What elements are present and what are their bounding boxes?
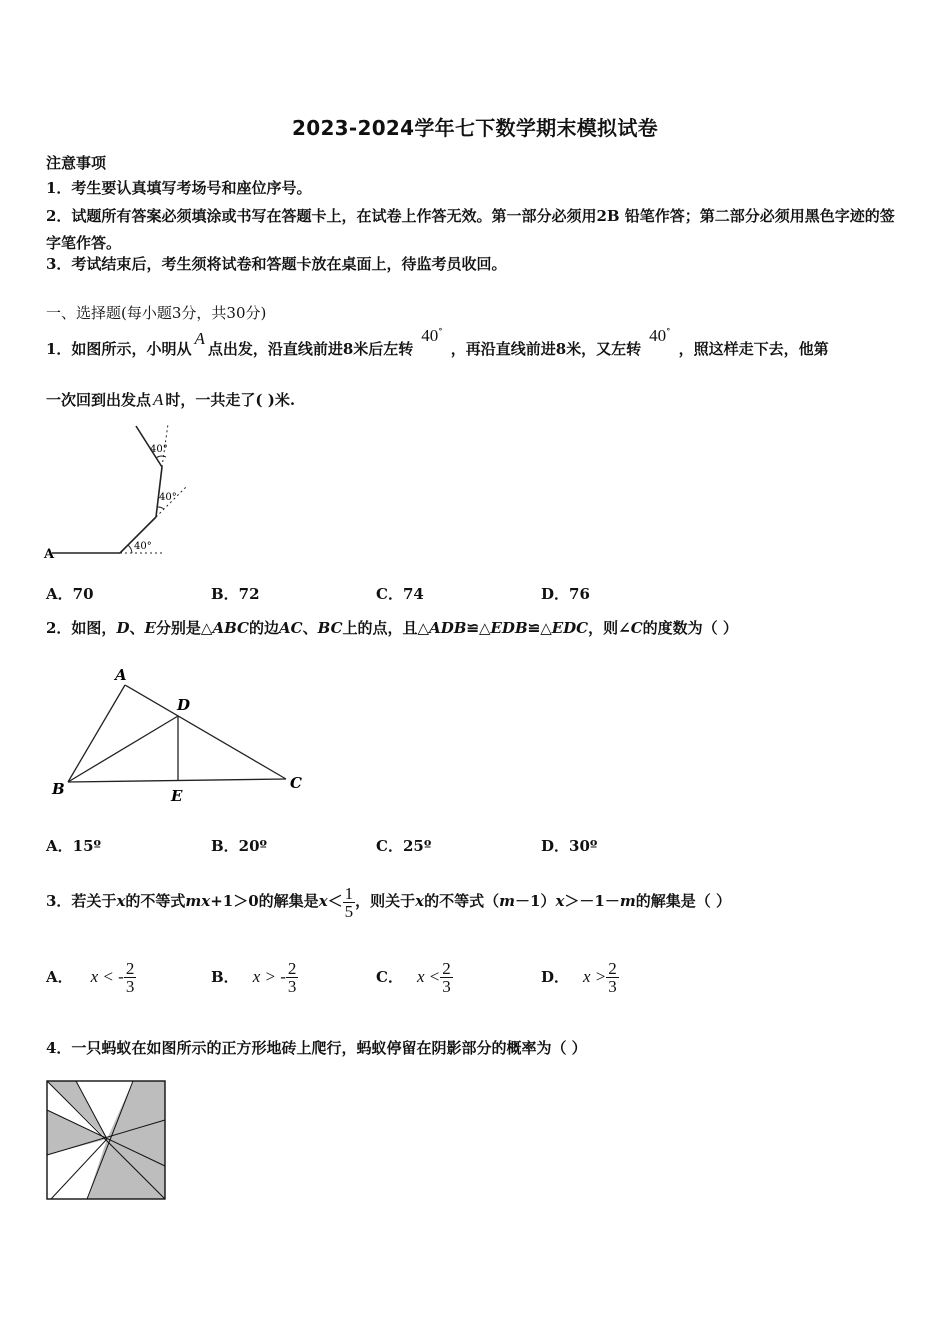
q3-text: 的解集是（ ） <box>635 892 731 910</box>
q3-option-a[interactable] <box>46 952 136 1002</box>
degree-symbol: ∘ <box>666 324 671 335</box>
q3-text: +1＞0的解集是 <box>210 892 319 910</box>
question-4: 4．一只蚂蚁在如图所示的正方形地砖上爬行，蚂蚁停留在阴影部分的概率为（ ） <box>46 1039 587 1057</box>
q2-var: C <box>630 619 643 637</box>
frac-den: 3 <box>287 977 297 996</box>
question-1-line-1 <box>46 324 829 359</box>
q3-text: －1） <box>515 892 556 910</box>
q2-label-b: B <box>52 780 65 798</box>
notice-item-3: 3．考试结束后，考生须将试卷和答题卡放在桌面上，待监考员收回。 <box>46 255 507 273</box>
q3-text: 的不等式（ <box>424 892 500 910</box>
q2-label-a: A <box>115 666 127 684</box>
frac-den: 3 <box>608 977 617 996</box>
q1-angle-2-value: 40 <box>649 326 667 345</box>
option-label: A． <box>46 968 73 986</box>
q3-var: x <box>318 892 328 910</box>
q2-text: ，则∠ <box>588 619 631 637</box>
q3-frac-den: 5 <box>344 901 354 921</box>
q3-var: x <box>555 892 565 910</box>
q1-figure-label-a: A <box>44 547 55 562</box>
q2-text: 上的点，且△ <box>342 619 430 637</box>
q3-var: m <box>499 892 516 910</box>
frac-den: 3 <box>442 977 451 996</box>
q1-option-b[interactable]: B．72 <box>211 585 260 603</box>
q2-option-a[interactable]: A．15º <box>46 837 102 855</box>
option-fraction <box>124 960 137 995</box>
question-1-line-2 <box>46 389 295 410</box>
q3-text: ＞－1－ <box>564 892 620 910</box>
option-fraction <box>286 960 299 995</box>
q1-text-2: 点出发，沿直线前进8米后左转 <box>207 340 414 358</box>
q2-triangle-figure <box>46 660 316 810</box>
question-2 <box>46 617 738 638</box>
q2-text: 分别是△ <box>155 619 213 637</box>
q2-option-d[interactable]: D．30º <box>541 837 598 855</box>
q2-var: ADB <box>429 619 467 637</box>
notice-heading: 注意事项 <box>46 154 107 172</box>
option-label: B． <box>211 968 239 986</box>
q1-line2-var-a: A <box>153 390 164 409</box>
q1-figure-angle-1: 40° <box>134 541 152 552</box>
q3-fraction <box>343 885 356 920</box>
q3-text: 3．若关于 <box>46 892 117 910</box>
q3-var: x <box>116 892 126 910</box>
q1-option-a[interactable]: A．70 <box>46 585 94 603</box>
q1-text-1: 1．如图所示，小明从 <box>46 340 192 358</box>
q3-option-c[interactable] <box>376 952 453 1002</box>
q2-text: 的边 <box>249 619 280 637</box>
q2-var: D <box>116 619 130 637</box>
option-fraction <box>440 960 453 995</box>
degree-symbol: ∘ <box>438 324 443 335</box>
q1-angle-1 <box>421 326 442 345</box>
frac-den: 3 <box>125 977 135 996</box>
q1-figure-path <box>40 420 200 565</box>
q2-label-d: D <box>177 696 191 714</box>
option-label: D． <box>541 968 570 986</box>
q3-frac-num: 1 <box>344 883 354 903</box>
q3-var: mx <box>185 892 211 910</box>
q3-option-b[interactable] <box>211 952 298 1002</box>
option-expr: x < <box>416 967 441 986</box>
q2-var: EDC <box>551 619 589 637</box>
notice-item-2: 2．试题所有答案必须填涂或书写在答题卡上，在试卷上作答无效。第一部分必须用2B 铅笔作答；第二部分必须用黑色字迹的签字笔作答。 <box>46 207 895 252</box>
q2-text: 、 <box>129 619 145 637</box>
page-title: 2023-2024学年七下数学期末模拟试卷 <box>292 116 658 140</box>
q2-var: AC <box>279 619 303 637</box>
frac-num: 2 <box>287 959 297 978</box>
q2-var: E <box>144 619 156 637</box>
q2-text: ≌△ <box>527 619 552 637</box>
section-heading: 一、选择题(每小题3分，共30分) <box>46 304 267 322</box>
question-3 <box>46 873 731 929</box>
q2-var: ABC <box>212 619 249 637</box>
option-expr: x > <box>583 967 607 986</box>
q3-var: x <box>415 892 425 910</box>
q2-text: 的度数为（ ） <box>642 619 738 637</box>
notice-item-1: 1．考生要认真填写考场号和座位序号。 <box>46 179 312 197</box>
q2-option-c[interactable]: C．25º <box>376 837 432 855</box>
q3-var: m <box>619 892 636 910</box>
frac-num: 2 <box>608 959 617 978</box>
q2-text: 、 <box>302 619 318 637</box>
q2-label-e: E <box>171 787 183 805</box>
q3-text: ＜ <box>327 892 343 910</box>
q1-figure-angle-3: 40° <box>150 444 168 455</box>
q1-line2-text-1: 一次回到出发点 <box>46 391 152 409</box>
q1-text-4: ，照这样走下去，他第 <box>678 340 829 358</box>
q1-angle-2 <box>649 326 670 345</box>
frac-num: 2 <box>442 959 451 978</box>
q2-var: EDB <box>490 619 528 637</box>
q1-option-c[interactable]: C．74 <box>376 585 424 603</box>
q4-square-tile-figure <box>46 1080 168 1202</box>
q3-text: 的不等式 <box>125 892 186 910</box>
option-fraction <box>606 960 619 995</box>
q2-var: BC <box>317 619 343 637</box>
q1-var-a: A <box>194 329 205 348</box>
option-expr: x < - <box>90 967 124 986</box>
q2-option-b[interactable]: B．20º <box>211 837 268 855</box>
option-expr: x > - <box>252 967 286 986</box>
option-label: C． <box>376 968 403 986</box>
q2-text: ≌△ <box>466 619 491 637</box>
q3-option-d[interactable] <box>541 952 619 1002</box>
q2-label-c: C <box>290 774 302 792</box>
q2-text: 2．如图， <box>46 619 117 637</box>
q1-line2-text-2: 时，一共走了( )米. <box>165 391 296 409</box>
q1-figure-angle-2: 40° <box>159 492 177 503</box>
frac-num: 2 <box>125 959 135 978</box>
q1-option-d[interactable]: D．76 <box>541 585 590 603</box>
q1-text-3: ，再沿直线前进8米，又左转 <box>450 340 642 358</box>
q3-text: ，则关于 <box>355 892 416 910</box>
q1-angle-1-value: 40 <box>421 326 439 345</box>
